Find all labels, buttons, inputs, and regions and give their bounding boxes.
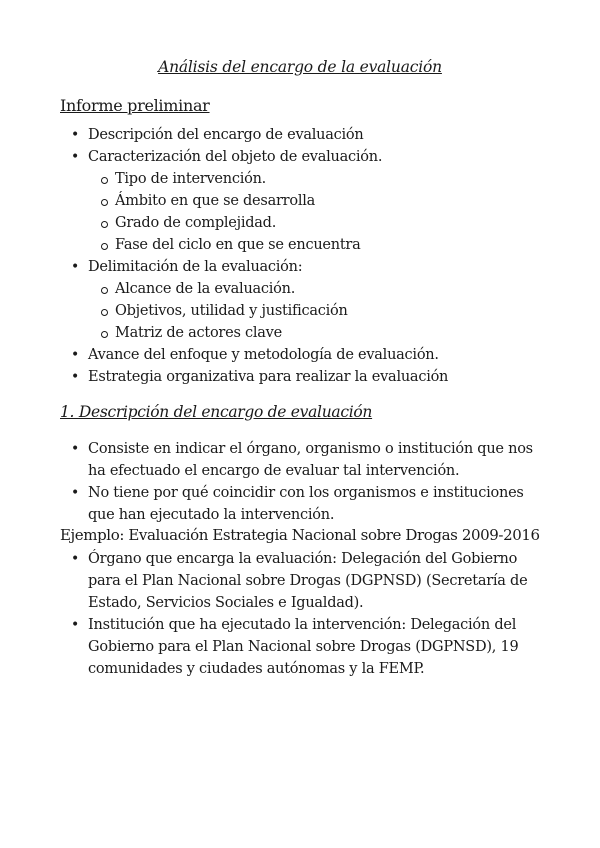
- sublist-item: Alcance de la evaluación.: [0, 278, 600, 300]
- section-heading: 1. Descripción del encargo de evaluación: [60, 403, 373, 421]
- sublist-item: Objetivos, utilidad y justificación: [0, 300, 600, 322]
- delimitacion-sublist: [0, 278, 600, 344]
- sublist-item: Fase del ciclo en que se encuentra: [0, 234, 600, 256]
- list-item: • Estrategia organizativa para realizar la evaluación: [0, 366, 600, 388]
- list-item: • No tiene por qué coincidir con los organismos e instituciones que han ejecutado la intervención.: [0, 482, 600, 526]
- informe-list: [0, 124, 600, 388]
- list-item: • Consiste en indicar el órgano, organismo o institución que nos ha efectuado el encargo de evaluar tal intervención.: [0, 438, 600, 482]
- sublist-item: Matriz de actores clave: [0, 322, 600, 344]
- list-item: • Delimitación de la evaluación:: [0, 256, 600, 278]
- informe-heading: Informe preliminar: [60, 96, 210, 115]
- ejemplo-heading: Ejemplo: Evaluación Estrategia Nacional sobre Drogas 2009-2016: [60, 526, 540, 544]
- section1-list: [0, 438, 600, 526]
- ejemplo-list: [0, 548, 600, 680]
- sublist-item: Grado de complejidad.: [0, 212, 600, 234]
- list-item: • Institución que ha ejecutado la intervención: Delegación del Gobierno para el Plan Nacional sobre Drogas (DGPNSD), 19 comunidades y ciudades autónomas y la FEMP.: [0, 614, 600, 680]
- list-item: • Caracterización del objeto de evaluación.: [0, 146, 600, 168]
- caracterizacion-sublist: [0, 168, 600, 256]
- sublist-item: Ámbito en que se desarrolla: [0, 190, 600, 212]
- page-title: Análisis del encargo de la evaluación: [158, 58, 442, 76]
- sublist-item: Tipo de intervención.: [0, 168, 600, 190]
- list-item: • Órgano que encarga la evaluación: Delegación del Gobierno para el Plan Nacional sobre Drogas (DGPNSD) (Secretaría de Estado, Servicios Sociales e Igualdad).: [0, 548, 600, 614]
- list-item: • Avance del enfoque y metodología de evaluación.: [0, 344, 600, 366]
- list-item: • Descripción del encargo de evaluación: [0, 124, 600, 146]
